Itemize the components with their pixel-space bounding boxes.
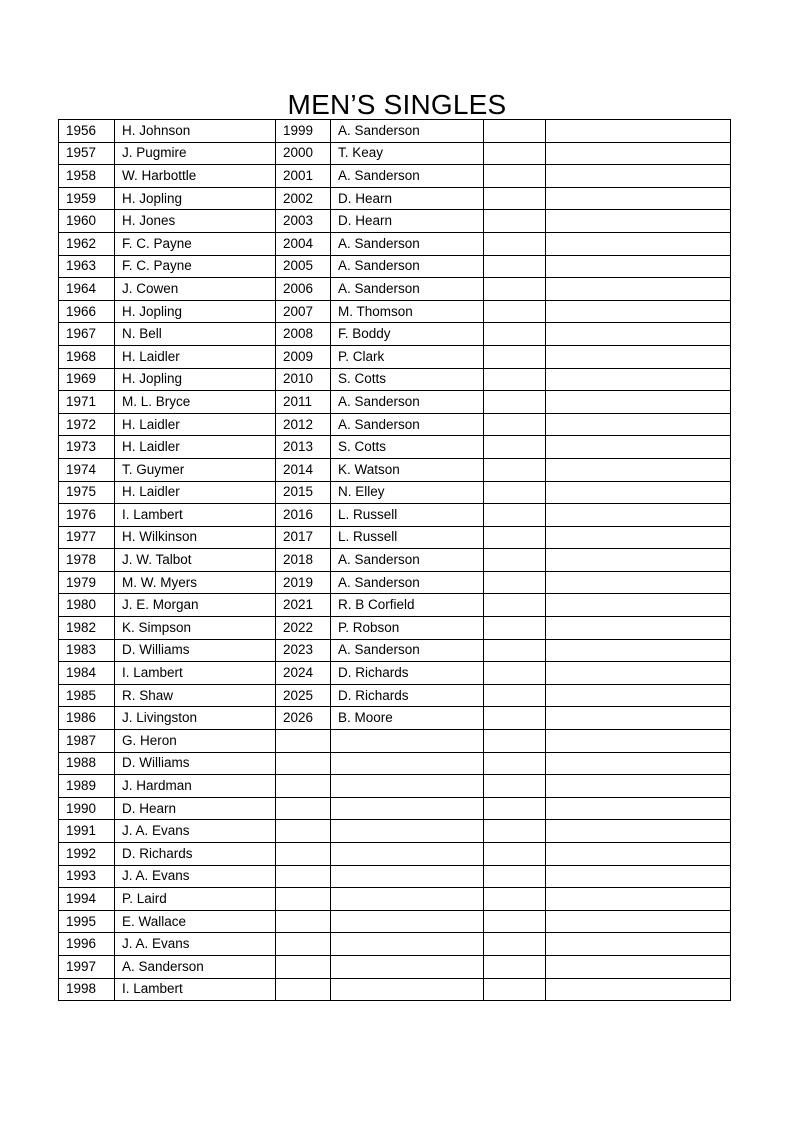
year-cell: 1964 xyxy=(59,278,115,301)
winner-cell: A. Sanderson xyxy=(331,549,484,572)
table-row xyxy=(59,232,731,255)
empty-cell xyxy=(546,368,731,391)
winner-cell: D. Hearn xyxy=(331,210,484,233)
year-cell: 2021 xyxy=(276,594,331,617)
winner-cell: P. Laird xyxy=(115,888,276,911)
empty-cell xyxy=(546,978,731,1001)
empty-cell xyxy=(546,594,731,617)
winner-cell: A. Sanderson xyxy=(331,639,484,662)
year-cell: 2006 xyxy=(276,278,331,301)
year-cell: 2017 xyxy=(276,526,331,549)
year-cell xyxy=(276,865,331,888)
table-row xyxy=(59,752,731,775)
empty-cell xyxy=(546,933,731,956)
empty-cell xyxy=(546,323,731,346)
empty-cell xyxy=(484,617,546,640)
year-cell: 2019 xyxy=(276,571,331,594)
empty-cell xyxy=(484,888,546,911)
winner-cell: K. Watson xyxy=(331,458,484,481)
year-cell: 1984 xyxy=(59,662,115,685)
table-row xyxy=(59,323,731,346)
year-cell: 1988 xyxy=(59,752,115,775)
table-row xyxy=(59,888,731,911)
year-cell: 1990 xyxy=(59,797,115,820)
empty-cell xyxy=(484,255,546,278)
table-row xyxy=(59,797,731,820)
empty-cell xyxy=(484,323,546,346)
winner-cell: H. Wilkinson xyxy=(115,526,276,549)
empty-cell xyxy=(546,639,731,662)
empty-cell xyxy=(546,120,731,143)
winner-cell: D. Richards xyxy=(115,843,276,866)
winner-cell xyxy=(331,730,484,753)
year-cell: 1963 xyxy=(59,255,115,278)
year-cell: 1991 xyxy=(59,820,115,843)
year-cell: 2013 xyxy=(276,436,331,459)
year-cell: 1975 xyxy=(59,481,115,504)
winner-cell: D. Williams xyxy=(115,639,276,662)
winner-cell: M. Thomson xyxy=(331,300,484,323)
year-cell: 1997 xyxy=(59,955,115,978)
empty-cell xyxy=(546,210,731,233)
table-row xyxy=(59,300,731,323)
table-row xyxy=(59,458,731,481)
winner-cell: H. Johnson xyxy=(115,120,276,143)
empty-cell xyxy=(484,278,546,301)
year-cell: 1966 xyxy=(59,300,115,323)
empty-cell xyxy=(546,300,731,323)
winner-cell: D. Richards xyxy=(331,662,484,685)
year-cell xyxy=(276,933,331,956)
winner-cell: P. Clark xyxy=(331,345,484,368)
year-cell xyxy=(276,888,331,911)
winner-cell: T. Keay xyxy=(331,142,484,165)
year-cell: 2000 xyxy=(276,142,331,165)
winner-cell: T. Guymer xyxy=(115,458,276,481)
year-cell: 1985 xyxy=(59,684,115,707)
year-cell: 1967 xyxy=(59,323,115,346)
year-cell: 1980 xyxy=(59,594,115,617)
year-cell: 2022 xyxy=(276,617,331,640)
winner-cell: B. Moore xyxy=(331,707,484,730)
winner-cell: I. Lambert xyxy=(115,978,276,1001)
winner-cell: H. Jopling xyxy=(115,187,276,210)
empty-cell xyxy=(484,481,546,504)
winner-cell xyxy=(331,910,484,933)
empty-cell xyxy=(484,594,546,617)
table-row xyxy=(59,526,731,549)
empty-cell xyxy=(546,820,731,843)
table-row xyxy=(59,617,731,640)
year-cell: 2005 xyxy=(276,255,331,278)
table-row xyxy=(59,504,731,527)
table-row xyxy=(59,549,731,572)
table-row xyxy=(59,436,731,459)
table-row xyxy=(59,910,731,933)
winner-cell: L. Russell xyxy=(331,526,484,549)
empty-cell xyxy=(484,368,546,391)
year-cell: 2011 xyxy=(276,391,331,414)
winner-cell xyxy=(331,752,484,775)
winner-cell: D. Hearn xyxy=(115,797,276,820)
empty-cell xyxy=(546,865,731,888)
empty-cell xyxy=(546,187,731,210)
winner-cell xyxy=(331,843,484,866)
winner-cell: J. E. Morgan xyxy=(115,594,276,617)
year-cell: 1983 xyxy=(59,639,115,662)
winner-cell: D. Hearn xyxy=(331,187,484,210)
table-row xyxy=(59,142,731,165)
winner-cell: I. Lambert xyxy=(115,504,276,527)
year-cell: 2001 xyxy=(276,165,331,188)
empty-cell xyxy=(484,684,546,707)
winner-cell xyxy=(331,775,484,798)
table-row xyxy=(59,775,731,798)
year-cell: 2015 xyxy=(276,481,331,504)
year-cell: 2002 xyxy=(276,187,331,210)
table-row xyxy=(59,165,731,188)
winner-cell: F. Boddy xyxy=(331,323,484,346)
year-cell: 2009 xyxy=(276,345,331,368)
winner-cell: E. Wallace xyxy=(115,910,276,933)
year-cell xyxy=(276,775,331,798)
table-row xyxy=(59,255,731,278)
table-row xyxy=(59,391,731,414)
empty-cell xyxy=(484,345,546,368)
empty-cell xyxy=(546,413,731,436)
winners-table-body xyxy=(59,120,731,1001)
empty-cell xyxy=(546,662,731,685)
empty-cell xyxy=(484,639,546,662)
winner-cell: A. Sanderson xyxy=(331,413,484,436)
winner-cell: J. Cowen xyxy=(115,278,276,301)
empty-cell xyxy=(546,232,731,255)
empty-cell xyxy=(484,300,546,323)
empty-cell xyxy=(484,730,546,753)
winner-cell: R. Shaw xyxy=(115,684,276,707)
winner-cell: A. Sanderson xyxy=(331,391,484,414)
winner-cell: H. Laidler xyxy=(115,481,276,504)
empty-cell xyxy=(546,797,731,820)
empty-cell xyxy=(546,481,731,504)
year-cell xyxy=(276,978,331,1001)
empty-cell xyxy=(546,526,731,549)
winner-cell: A. Sanderson xyxy=(331,571,484,594)
empty-cell xyxy=(546,684,731,707)
empty-cell xyxy=(546,255,731,278)
year-cell: 1979 xyxy=(59,571,115,594)
winners-table xyxy=(58,119,731,1001)
table-row xyxy=(59,707,731,730)
table-row xyxy=(59,730,731,753)
winner-cell: A. Sanderson xyxy=(331,120,484,143)
year-cell: 1986 xyxy=(59,707,115,730)
winner-cell: K. Simpson xyxy=(115,617,276,640)
year-cell: 2026 xyxy=(276,707,331,730)
winner-cell: I. Lambert xyxy=(115,662,276,685)
year-cell: 1976 xyxy=(59,504,115,527)
year-cell xyxy=(276,910,331,933)
year-cell: 1995 xyxy=(59,910,115,933)
table-row xyxy=(59,662,731,685)
winner-cell: F. C. Payne xyxy=(115,232,276,255)
empty-cell xyxy=(546,888,731,911)
empty-cell xyxy=(546,504,731,527)
empty-cell xyxy=(546,391,731,414)
winner-cell: H. Jones xyxy=(115,210,276,233)
year-cell xyxy=(276,730,331,753)
empty-cell xyxy=(484,504,546,527)
year-cell: 1956 xyxy=(59,120,115,143)
empty-cell xyxy=(546,707,731,730)
year-cell: 2025 xyxy=(276,684,331,707)
empty-cell xyxy=(484,933,546,956)
year-cell: 1957 xyxy=(59,142,115,165)
year-cell: 1998 xyxy=(59,978,115,1001)
table-row xyxy=(59,978,731,1001)
year-cell: 1977 xyxy=(59,526,115,549)
empty-cell xyxy=(546,571,731,594)
year-cell xyxy=(276,797,331,820)
winner-cell: A. Sanderson xyxy=(331,232,484,255)
year-cell: 1987 xyxy=(59,730,115,753)
year-cell: 1993 xyxy=(59,865,115,888)
year-cell: 1971 xyxy=(59,391,115,414)
empty-cell xyxy=(484,187,546,210)
winner-cell: D. Williams xyxy=(115,752,276,775)
empty-cell xyxy=(546,165,731,188)
empty-cell xyxy=(484,436,546,459)
winner-cell xyxy=(331,797,484,820)
table-row xyxy=(59,571,731,594)
table-row xyxy=(59,933,731,956)
year-cell: 1994 xyxy=(59,888,115,911)
year-cell: 2024 xyxy=(276,662,331,685)
empty-cell xyxy=(546,910,731,933)
table-row xyxy=(59,639,731,662)
winner-cell: S. Cotts xyxy=(331,436,484,459)
winner-cell: J. W. Talbot xyxy=(115,549,276,572)
winner-cell: M. W. Myers xyxy=(115,571,276,594)
year-cell xyxy=(276,843,331,866)
winner-cell: N. Elley xyxy=(331,481,484,504)
winner-cell xyxy=(331,978,484,1001)
empty-cell xyxy=(484,210,546,233)
winner-cell xyxy=(331,865,484,888)
year-cell: 1960 xyxy=(59,210,115,233)
table-row xyxy=(59,210,731,233)
table-row xyxy=(59,865,731,888)
empty-cell xyxy=(484,955,546,978)
winner-cell: P. Robson xyxy=(331,617,484,640)
winner-cell xyxy=(331,888,484,911)
empty-cell xyxy=(484,526,546,549)
empty-cell xyxy=(484,413,546,436)
winner-cell: J. Hardman xyxy=(115,775,276,798)
winner-cell: J. A. Evans xyxy=(115,865,276,888)
winner-cell: D. Richards xyxy=(331,684,484,707)
empty-cell xyxy=(484,978,546,1001)
table-row xyxy=(59,368,731,391)
empty-cell xyxy=(546,955,731,978)
year-cell: 1974 xyxy=(59,458,115,481)
year-cell: 1959 xyxy=(59,187,115,210)
winner-cell: S. Cotts xyxy=(331,368,484,391)
empty-cell xyxy=(546,775,731,798)
year-cell: 1999 xyxy=(276,120,331,143)
winner-cell: R. B Corfield xyxy=(331,594,484,617)
winner-cell xyxy=(331,955,484,978)
table-row xyxy=(59,594,731,617)
year-cell: 2012 xyxy=(276,413,331,436)
year-cell: 1992 xyxy=(59,843,115,866)
empty-cell xyxy=(546,752,731,775)
table-row xyxy=(59,843,731,866)
year-cell: 1958 xyxy=(59,165,115,188)
winner-cell: A. Sanderson xyxy=(331,165,484,188)
empty-cell xyxy=(484,843,546,866)
empty-cell xyxy=(484,549,546,572)
empty-cell xyxy=(484,662,546,685)
year-cell: 1973 xyxy=(59,436,115,459)
winner-cell: H. Laidler xyxy=(115,436,276,459)
table-row xyxy=(59,684,731,707)
winner-cell: A. Sanderson xyxy=(115,955,276,978)
winner-cell xyxy=(331,820,484,843)
winner-cell: M. L. Bryce xyxy=(115,391,276,414)
winner-cell: J. Pugmire xyxy=(115,142,276,165)
winner-cell: H. Jopling xyxy=(115,368,276,391)
year-cell: 2010 xyxy=(276,368,331,391)
empty-cell xyxy=(484,165,546,188)
empty-cell xyxy=(484,865,546,888)
year-cell: 2018 xyxy=(276,549,331,572)
year-cell: 2016 xyxy=(276,504,331,527)
table-row xyxy=(59,120,731,143)
year-cell: 2007 xyxy=(276,300,331,323)
winner-cell: H. Laidler xyxy=(115,413,276,436)
empty-cell xyxy=(484,391,546,414)
year-cell: 1962 xyxy=(59,232,115,255)
year-cell xyxy=(276,752,331,775)
year-cell: 1978 xyxy=(59,549,115,572)
table-row xyxy=(59,955,731,978)
table-row xyxy=(59,413,731,436)
year-cell: 2004 xyxy=(276,232,331,255)
page-title: MEN’S SINGLES xyxy=(287,88,507,120)
table-row xyxy=(59,820,731,843)
year-cell xyxy=(276,820,331,843)
winner-cell: J. A. Evans xyxy=(115,820,276,843)
empty-cell xyxy=(546,549,731,572)
year-cell: 1972 xyxy=(59,413,115,436)
winner-cell: N. Bell xyxy=(115,323,276,346)
empty-cell xyxy=(484,797,546,820)
winner-cell: H. Laidler xyxy=(115,345,276,368)
year-cell: 2014 xyxy=(276,458,331,481)
empty-cell xyxy=(484,775,546,798)
empty-cell xyxy=(546,458,731,481)
empty-cell xyxy=(484,752,546,775)
year-cell: 2008 xyxy=(276,323,331,346)
year-cell: 1968 xyxy=(59,345,115,368)
year-cell: 1969 xyxy=(59,368,115,391)
table-row xyxy=(59,278,731,301)
empty-cell xyxy=(484,232,546,255)
winner-cell xyxy=(331,933,484,956)
empty-cell xyxy=(484,142,546,165)
empty-cell xyxy=(484,571,546,594)
empty-cell xyxy=(546,617,731,640)
table-row xyxy=(59,187,731,210)
year-cell: 1996 xyxy=(59,933,115,956)
empty-cell xyxy=(484,458,546,481)
year-cell: 2023 xyxy=(276,639,331,662)
winner-cell: A. Sanderson xyxy=(331,278,484,301)
winner-cell: J. A. Evans xyxy=(115,933,276,956)
table-row xyxy=(59,481,731,504)
winner-cell: W. Harbottle xyxy=(115,165,276,188)
empty-cell xyxy=(546,345,731,368)
empty-cell xyxy=(484,120,546,143)
year-cell: 2003 xyxy=(276,210,331,233)
winner-cell: F. C. Payne xyxy=(115,255,276,278)
table-row xyxy=(59,345,731,368)
winner-cell: L. Russell xyxy=(331,504,484,527)
winner-cell: G. Heron xyxy=(115,730,276,753)
year-cell: 1989 xyxy=(59,775,115,798)
winner-cell: H. Jopling xyxy=(115,300,276,323)
year-cell xyxy=(276,955,331,978)
empty-cell xyxy=(484,707,546,730)
winner-cell: A. Sanderson xyxy=(331,255,484,278)
empty-cell xyxy=(546,843,731,866)
winner-cell: J. Livingston xyxy=(115,707,276,730)
empty-cell xyxy=(546,730,731,753)
empty-cell xyxy=(484,910,546,933)
empty-cell xyxy=(484,820,546,843)
empty-cell xyxy=(546,278,731,301)
empty-cell xyxy=(546,436,731,459)
year-cell: 1982 xyxy=(59,617,115,640)
empty-cell xyxy=(546,142,731,165)
